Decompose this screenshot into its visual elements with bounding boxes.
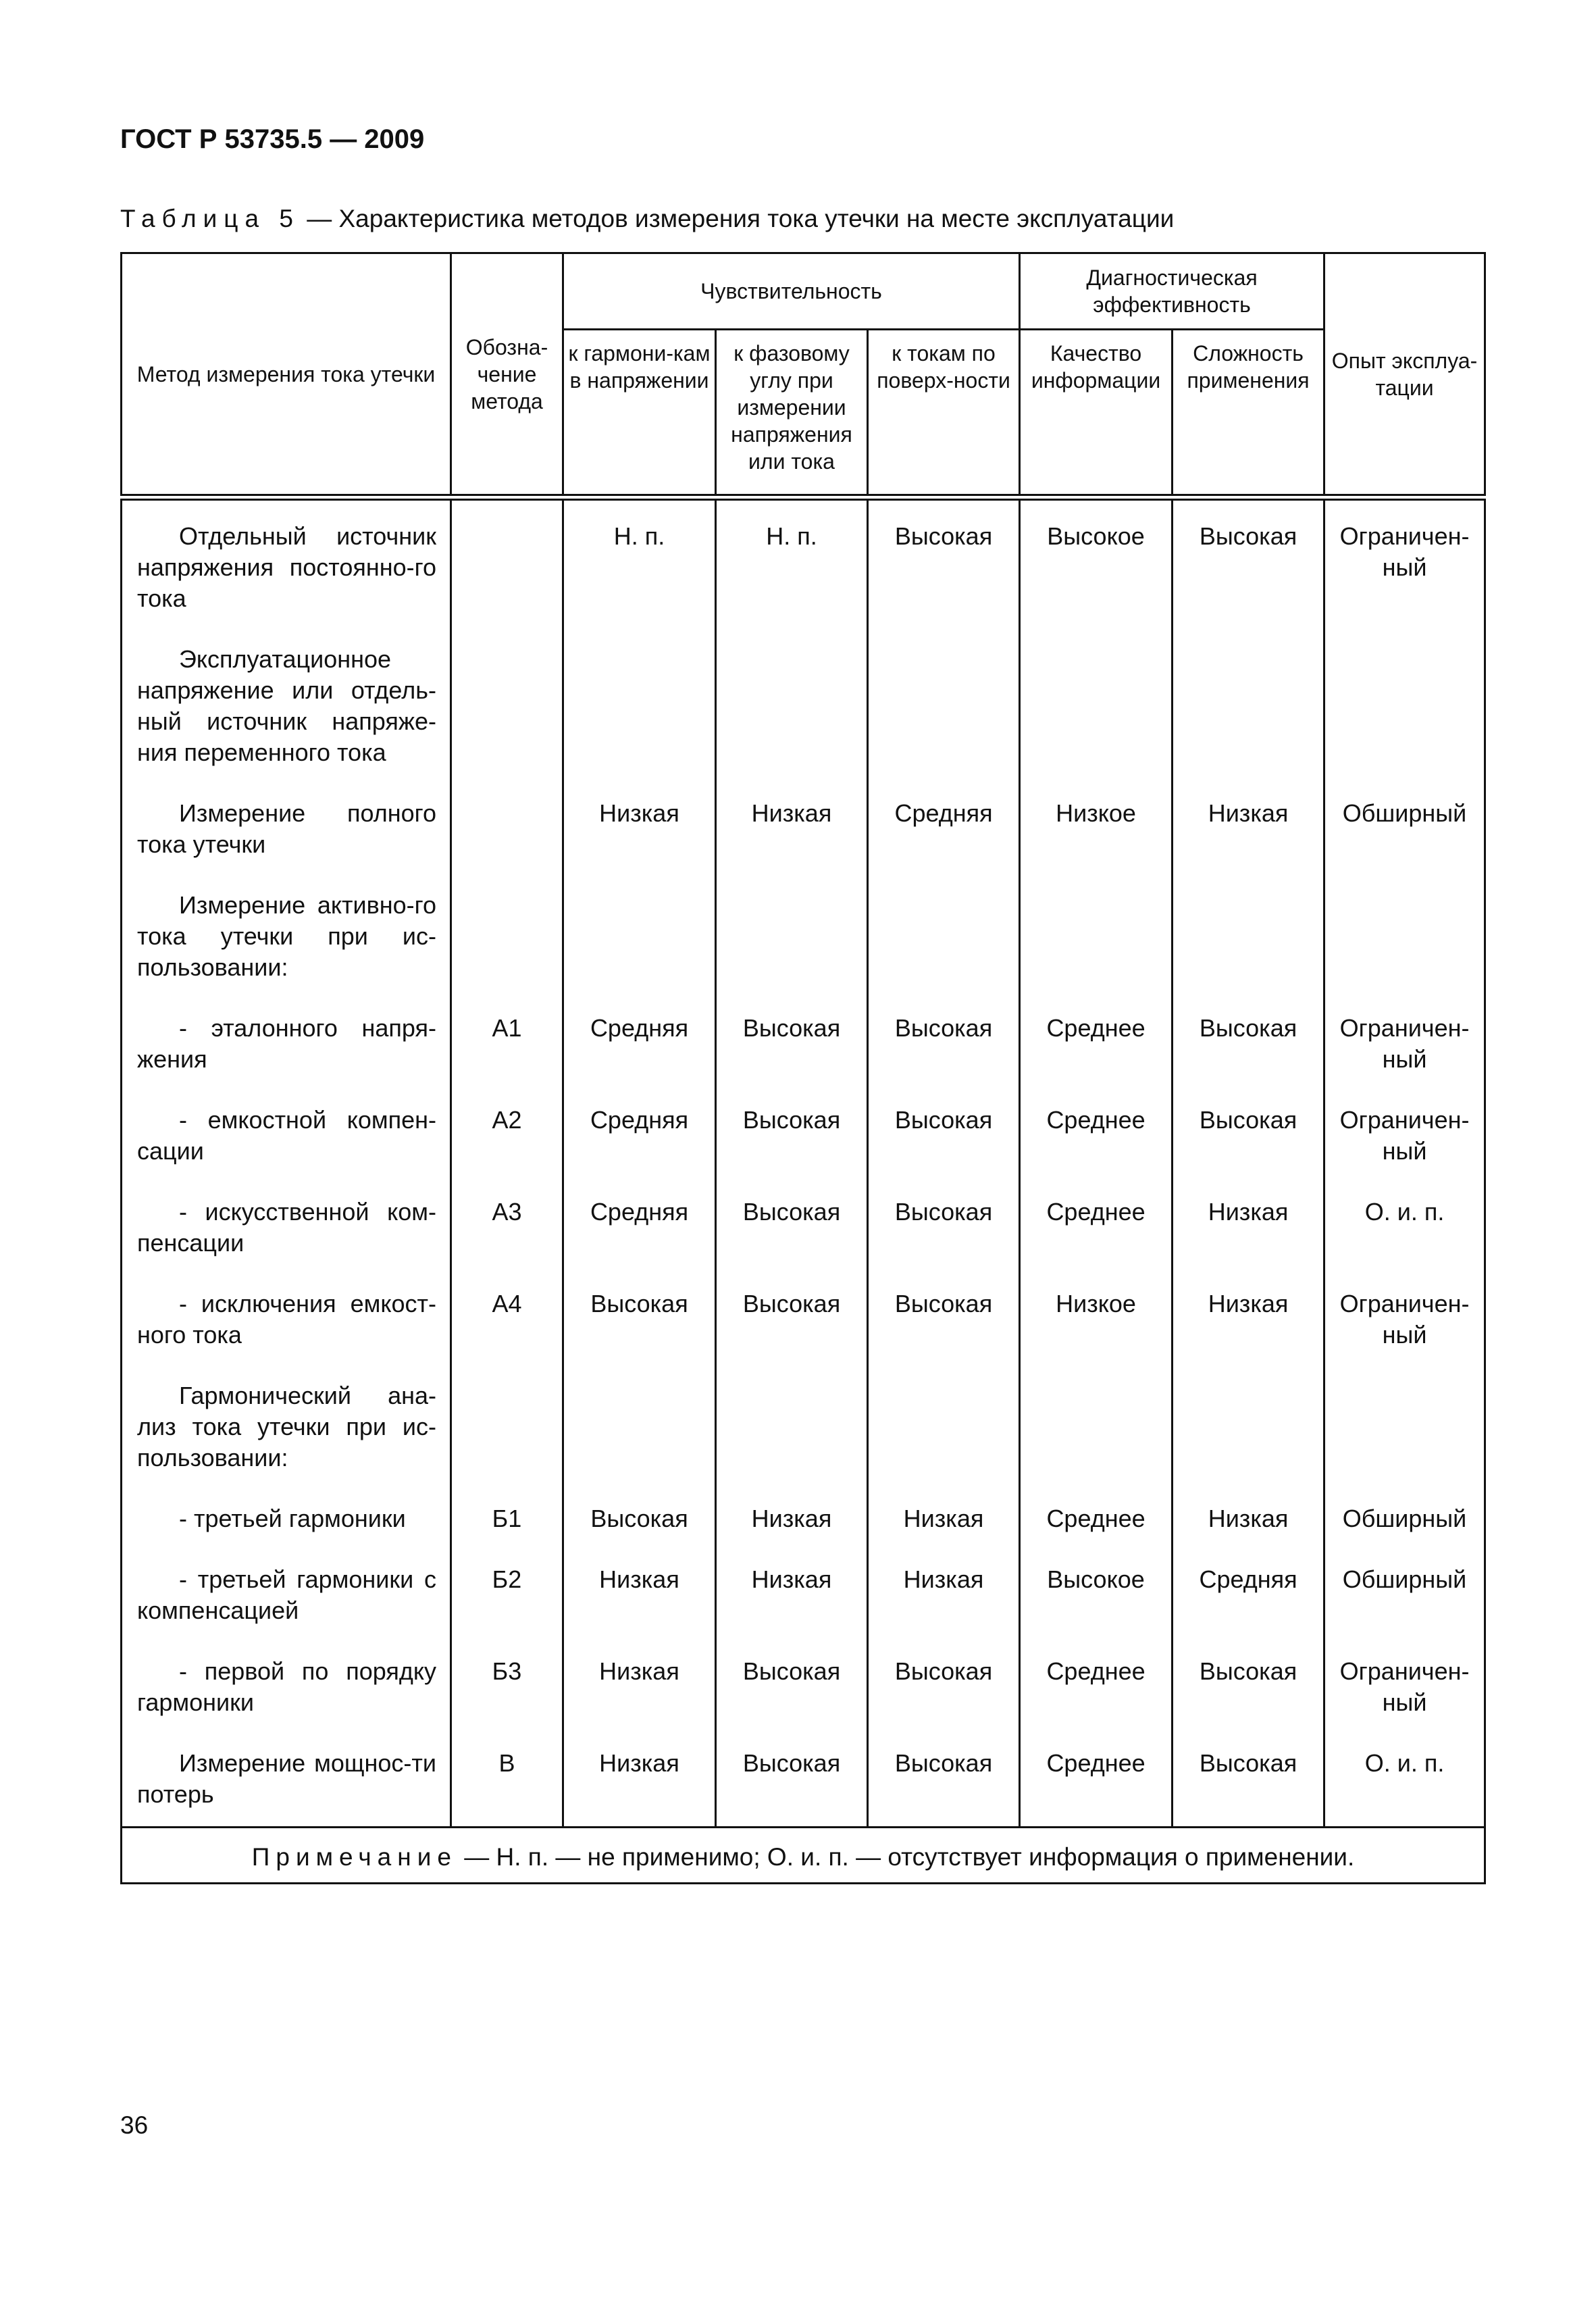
table-row	[122, 1503, 1485, 1564]
cell-info-quality	[1020, 1380, 1173, 1503]
cell-method	[122, 1656, 451, 1748]
cell-complexity: Высокая	[1173, 1013, 1324, 1105]
table-row	[122, 1197, 1485, 1288]
cell-complexity: Низкая	[1173, 1288, 1324, 1380]
cell-complexity: Низкая	[1173, 1197, 1324, 1288]
cell-complexity: Низкая	[1173, 798, 1324, 890]
cell-sens-phase	[716, 644, 868, 798]
cell-method	[122, 798, 451, 890]
cell-designation: В	[451, 1748, 563, 1828]
header-sens-surface: к токам по поверх-ности	[868, 330, 1020, 498]
cell-designation: А2	[451, 1105, 563, 1197]
cell-designation	[451, 890, 563, 1013]
cell-complexity: Высокая	[1173, 497, 1324, 644]
table-row	[122, 1380, 1485, 1503]
method-text: - емкостной компен-сации	[137, 1106, 436, 1165]
table-body	[122, 497, 1485, 1828]
method-text: Эксплуатационное напряжение или отдель-ный источник напряже-ния переменного тока	[137, 645, 436, 766]
cell-sens-harmonics	[563, 890, 716, 1013]
cell-sens-phase: Н. п.	[716, 497, 868, 644]
cell-sens-surface: Высокая	[868, 497, 1020, 644]
cell-info-quality: Среднее	[1020, 1105, 1173, 1197]
cell-complexity: Низкая	[1173, 1503, 1324, 1564]
method-text: Измерение мощнос-ти потерь	[137, 1749, 436, 1808]
cell-sens-phase: Высокая	[716, 1288, 868, 1380]
cell-designation: Б3	[451, 1656, 563, 1748]
cell-sens-surface: Высокая	[868, 1748, 1020, 1828]
table-row	[122, 1748, 1485, 1828]
cell-sens-harmonics: Высокая	[563, 1288, 716, 1380]
cell-sens-harmonics: Низкая	[563, 1748, 716, 1828]
cell-info-quality: Среднее	[1020, 1013, 1173, 1105]
cell-info-quality	[1020, 644, 1173, 798]
header-diagnostic-efficiency: Диагностическая эффективность	[1020, 253, 1324, 330]
method-text: - третьей гармоники с компенсацией	[137, 1565, 436, 1624]
cell-sens-phase: Высокая	[716, 1748, 868, 1828]
cell-complexity: Высокая	[1173, 1105, 1324, 1197]
method-text: Измерение активно-го тока утечки при ис-пользовании:	[137, 891, 436, 981]
cell-info-quality: Среднее	[1020, 1656, 1173, 1748]
cell-sens-surface: Высокая	[868, 1105, 1020, 1197]
method-text: Измерение полного тока утечки	[137, 799, 436, 858]
cell-experience: Ограничен-ный	[1324, 1013, 1485, 1105]
cell-sens-phase	[716, 1380, 868, 1503]
cell-sens-harmonics: Низкая	[563, 1564, 716, 1656]
cell-designation: Б2	[451, 1564, 563, 1656]
table-note-text: — Н. п. — не применимо; О. и. п. — отсутствует информация о применении.	[457, 1843, 1355, 1871]
header-sensitivity: Чувствительность	[563, 253, 1020, 330]
cell-info-quality: Среднее	[1020, 1748, 1173, 1828]
cell-method	[122, 1197, 451, 1288]
table-caption	[120, 205, 1174, 233]
cell-experience: Ограничен-ный	[1324, 497, 1485, 644]
cell-experience	[1324, 890, 1485, 1013]
cell-sens-phase: Высокая	[716, 1013, 868, 1105]
cell-info-quality: Высокое	[1020, 497, 1173, 644]
cell-sens-phase: Высокая	[716, 1197, 868, 1288]
cell-method	[122, 644, 451, 798]
method-text: - третьей гармоники	[179, 1505, 406, 1532]
cell-complexity: Высокая	[1173, 1748, 1324, 1828]
cell-sens-harmonics: Средняя	[563, 1105, 716, 1197]
table-row	[122, 1013, 1485, 1105]
cell-designation	[451, 1380, 563, 1503]
cell-method	[122, 1288, 451, 1380]
method-text: Гармонический ана-лиз тока утечки при ис-пользовании:	[137, 1382, 436, 1472]
cell-sens-surface: Высокая	[868, 1656, 1020, 1748]
cell-experience: Обширный	[1324, 798, 1485, 890]
cell-sens-phase	[716, 890, 868, 1013]
table-row	[122, 1656, 1485, 1748]
cell-sens-phase: Низкая	[716, 1564, 868, 1656]
cell-method	[122, 1564, 451, 1656]
cell-designation: А4	[451, 1288, 563, 1380]
method-text: - исключения емкост-ного тока	[137, 1290, 436, 1349]
table-caption-text: — Характеристика методов измерения тока утечки на месте эксплуатации	[299, 205, 1175, 232]
cell-sens-harmonics: Средняя	[563, 1013, 716, 1105]
cell-designation: Б1	[451, 1503, 563, 1564]
cell-sens-phase: Низкая	[716, 798, 868, 890]
header-method: Метод измерения тока утечки	[122, 253, 451, 498]
cell-sens-harmonics	[563, 644, 716, 798]
cell-info-quality: Низкое	[1020, 1288, 1173, 1380]
cell-sens-harmonics: Высокая	[563, 1503, 716, 1564]
cell-experience: Ограничен-ный	[1324, 1288, 1485, 1380]
table-row	[122, 1288, 1485, 1380]
cell-experience: Ограничен-ный	[1324, 1105, 1485, 1197]
cell-complexity: Средняя	[1173, 1564, 1324, 1656]
cell-sens-surface	[868, 890, 1020, 1013]
cell-sens-harmonics: Средняя	[563, 1197, 716, 1288]
table-header	[122, 253, 1485, 498]
header-sens-harmonics: к гармони-кам в напряжении	[563, 330, 716, 498]
cell-method	[122, 890, 451, 1013]
table-row	[122, 644, 1485, 798]
cell-sens-phase: Низкая	[716, 1503, 868, 1564]
cell-experience	[1324, 644, 1485, 798]
cell-designation: А3	[451, 1197, 563, 1288]
cell-sens-surface: Высокая	[868, 1197, 1020, 1288]
method-text: Отдельный источник напряжения постоянно-го тока	[137, 522, 436, 612]
cell-sens-harmonics	[563, 1380, 716, 1503]
cell-info-quality: Высокое	[1020, 1564, 1173, 1656]
table-caption-label: Таблица 5	[120, 205, 300, 232]
cell-method	[122, 1013, 451, 1105]
table-row	[122, 798, 1485, 890]
cell-info-quality: Среднее	[1020, 1503, 1173, 1564]
document-header: ГОСТ Р 53735.5 — 2009	[120, 124, 425, 154]
cell-experience	[1324, 1380, 1485, 1503]
cell-designation	[451, 497, 563, 644]
page-number: 36	[120, 2111, 149, 2139]
table-row	[122, 1564, 1485, 1656]
table-row	[122, 497, 1485, 644]
cell-sens-surface	[868, 1380, 1020, 1503]
table-row	[122, 890, 1485, 1013]
header-info-quality: Качество информации	[1020, 330, 1173, 498]
header-designation: Обозна-чение метода	[451, 253, 563, 498]
cell-designation	[451, 644, 563, 798]
method-text: - первой по порядку гармоники	[137, 1657, 436, 1716]
method-text: - искусственной ком-пенсации	[137, 1198, 436, 1257]
cell-experience: О. и. п.	[1324, 1748, 1485, 1828]
cell-sens-surface: Средняя	[868, 798, 1020, 890]
header-experience: Опыт эксплуа-тации	[1324, 253, 1485, 498]
cell-sens-harmonics: Низкая	[563, 1656, 716, 1748]
cell-info-quality	[1020, 890, 1173, 1013]
cell-method	[122, 497, 451, 644]
cell-info-quality: Среднее	[1020, 1197, 1173, 1288]
cell-sens-surface: Высокая	[868, 1013, 1020, 1105]
header-complexity: Сложность применения	[1173, 330, 1324, 498]
cell-method	[122, 1105, 451, 1197]
cell-sens-harmonics: Низкая	[563, 798, 716, 890]
cell-complexity: Высокая	[1173, 1656, 1324, 1748]
cell-designation	[451, 798, 563, 890]
methods-table	[120, 252, 1486, 1884]
cell-complexity	[1173, 644, 1324, 798]
cell-complexity	[1173, 1380, 1324, 1503]
cell-sens-surface: Низкая	[868, 1564, 1020, 1656]
cell-sens-surface	[868, 644, 1020, 798]
cell-designation: А1	[451, 1013, 563, 1105]
cell-complexity	[1173, 890, 1324, 1013]
cell-sens-phase: Высокая	[716, 1105, 868, 1197]
cell-info-quality: Низкое	[1020, 798, 1173, 890]
cell-method	[122, 1503, 451, 1564]
table-note-label: Примечание	[251, 1843, 457, 1871]
cell-experience: О. и. п.	[1324, 1197, 1485, 1288]
cell-sens-surface: Низкая	[868, 1503, 1020, 1564]
cell-experience: Обширный	[1324, 1564, 1485, 1656]
table-row	[122, 1105, 1485, 1197]
cell-method	[122, 1380, 451, 1503]
cell-method	[122, 1748, 451, 1828]
cell-experience: Обширный	[1324, 1503, 1485, 1564]
cell-sens-harmonics: Н. п.	[563, 497, 716, 644]
cell-sens-phase: Высокая	[716, 1656, 868, 1748]
cell-sens-surface: Высокая	[868, 1288, 1020, 1380]
header-sens-phase: к фазовому углу при измерении напряжения или тока	[716, 330, 868, 498]
method-text: - эталонного напря-жения	[137, 1014, 436, 1073]
table-note	[122, 1828, 1485, 1884]
cell-experience: Ограничен-ный	[1324, 1656, 1485, 1748]
